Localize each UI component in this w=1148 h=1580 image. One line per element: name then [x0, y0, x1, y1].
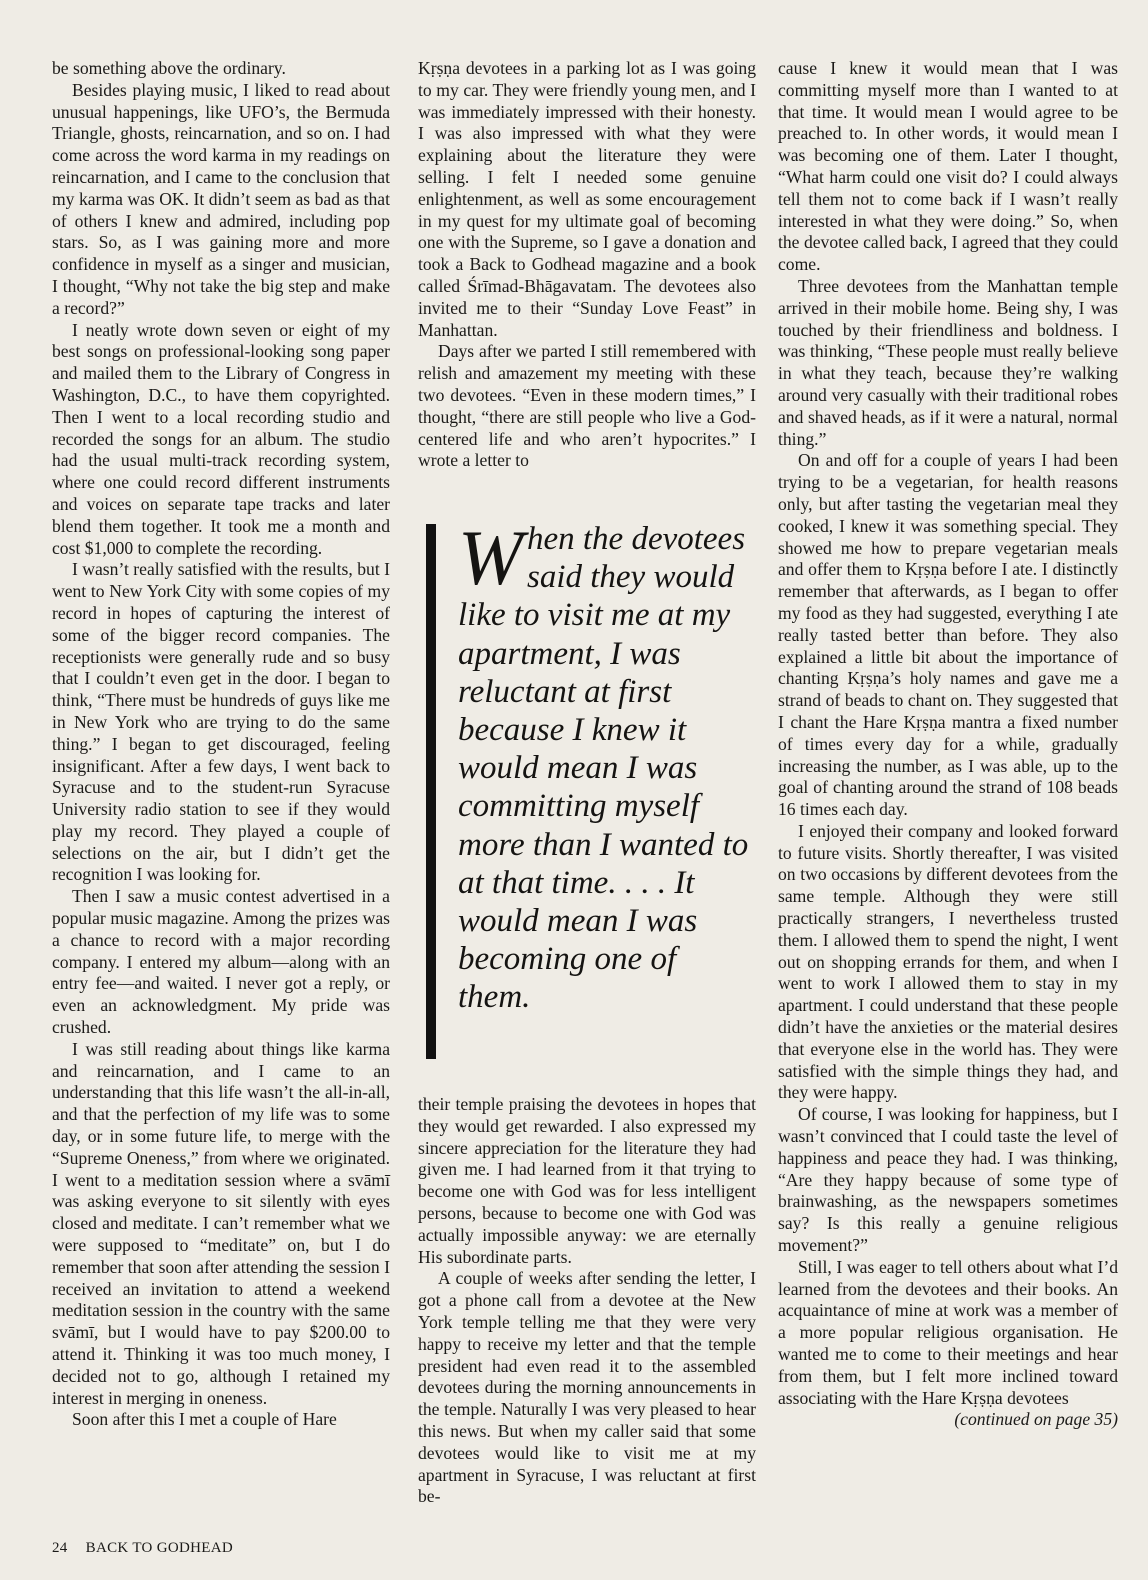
pull-quote	[418, 512, 754, 1072]
paragraph: I enjoyed their company and looked forward to future visits. Shortly thereafter, I was visited on two occasions by different devotees from the same temple. Although they were still practically strangers, I nevertheless trusted them. I allowed them to spend the night, I went out on shopping errands for them, and when I went to work I allowed them to stay in my apartment. I could understand that these people didn’t have the anxieties or the material desires that everyone else in the world has. They were satisfied with the simple things they had, and they were happy.	[778, 820, 1118, 1103]
pull-quote-bar	[426, 524, 436, 1059]
article-column-3	[778, 58, 1118, 1431]
paragraph: Still, I was eager to tell others about what I’d learned from the devotees and their books. An acquaintance of mine at work was a member of a more popular religious organisation. He wanted me to come to their meetings and hear from them, but I felt more inclined toward associating with the Hare Kṛṣṇa devotees	[778, 1256, 1118, 1408]
pull-quote-text	[458, 514, 754, 1017]
article-column-2-bottom	[418, 1094, 756, 1508]
paragraph: Then I saw a music contest advertised in a popular music magazine. Among the prizes was a chance to record with a major recording company. I entered my album—along with an entry fee—and waited. I never got a reply, or even an acknowledgment. My pride was crushed.	[52, 886, 390, 1038]
paragraph: cause I knew it would mean that I was committing myself more than I wanted to at that time. It would mean I would agree to be preached to. In other words, it would mean I was becoming one of them. Later I thought, “What harm could one visit do? I could always tell them not to come back if I wasn’t really interested in what they were doing.” So, when the devotee called back, I agreed that they could come.	[778, 58, 1118, 275]
paragraph: I neatly wrote down seven or eight of my best songs on professional-looking song paper and mailed them to the Library of Congress in Washington, D.C., to have them copyrighted. Then I went to a local recording studio and recorded the songs for an album. The studio had the usual multi-track recording system, where one could record different instruments and voices on separate tape tracks and later blend them together. It took me a month and cost $1,000 to complete the recording.	[52, 319, 390, 558]
paragraph: their temple praising the devotees in hopes that they would get rewarded. I also expressed my sincere appreciation for the literature they had given me. I had learned from it that trying to become one with God was for less intelligent persons, because to become one with God was actually impossible anyway: we are eternally His subordinate parts.	[418, 1094, 756, 1267]
pull-quote-dropcap: W	[458, 514, 523, 601]
paragraph: Days after we parted I still remembered with relish and amazement my meeting with these two devotees. “Even in these modern times,” I thought, “there are still people who live a God-centered life and who aren’t hypocrites.” I wrote a letter to	[418, 341, 756, 471]
paragraph: Three devotees from the Manhattan temple arrived in their mobile home. Being shy, I was touched by their friendliness and boldness. I was thinking, “These people must really believe in what they teach, because they’re walking around very casually with their traditional robes and shaved heads, as if it were a natural, normal thing.”	[778, 275, 1118, 449]
paragraph: On and off for a couple of years I had been trying to be a vegetarian, for health reasons only, but after tasting the vegetarian meal they cooked, I knew it was something special. They showed me how to prepare vegetarian meals and offer them to Kṛṣṇa before I ate. I distinctly remember that afterwards, as I began to offer my food as they had suggested, everything I ate really tasted better than before. They also explained a little bit about the importance of chanting Kṛṣṇa’s holy names and gave me a strand of beads to chant on. They suggested that I chant the Hare Kṛṣṇa mantra a fixed number of times every day for a while, gradually increasing the number, as I was able, up to the goal of chanting around the strand of 108 beads 16 times each day.	[778, 450, 1118, 820]
page-footer	[52, 1540, 247, 1557]
continued-note: (continued on page 35)	[954, 1409, 1118, 1430]
paragraph: I was still reading about things like karma and reincarnation, and I came to an understanding that this life wasn’t the all-in-all, and that the perfection of my life was to some day, or in some future life, to merge with the “Supreme Oneness,” from where we originated. I went to a meditation session where a svāmī was asking everyone to sit silently with eyes closed and meditate. I can’t remember what we were supposed to “meditate” on, but I do remember that soon after attending the session I received an invitation to attend a weekend meditation session in the country with the same svāmī, but I would have to pay $200.00 to attend it. Thinking it was too much money, I decided not to go, although I retained my interest in merging in oneness.	[52, 1038, 390, 1408]
paragraph: I wasn’t really satisfied with the results, but I went to New York City with some copies of my record in hopes of capturing the interest of some of the bigger record companies. The receptionists were generally rude and so busy that I couldn’t even get in the door. I began to think, “There must be hundreds of guys like me in New York who are trying to do the same thing.” I began to get discouraged, feeling insignificant. After a few days, I went back to Syracuse and to the student-run Syracuse University radio station to see if they would play my record. They played a couple of selections on the air, but I didn’t get the recognition I was looking for.	[52, 559, 390, 885]
pull-quote-body: hen the devotees said they would like to visit me at my apartment, I was reluctant at first because I knew it would mean I was committing myself more than I wanted to at that time. . . . It would mean I was becoming one of them.	[458, 521, 749, 1016]
paragraph: Of course, I was looking for happiness, but I wasn’t convinced that I could taste the level of happiness and peace they had. I was thinking, “Are they happy because of some type of brainwashing, as the newspapers sometimes say? Is this really a genuine religious movement?”	[778, 1104, 1118, 1256]
paragraph: Soon after this I met a couple of Hare	[72, 1409, 337, 1430]
paragraph: A couple of weeks after sending the letter, I got a phone call from a devotee at the New York temple telling me that they were very happy to receive my letter and that the temple president had even read it to the assembled devotees during the morning announcements in the temple. Naturally I was very pleased to hear this news. But when my caller said that some devotees would like to visit me at my apartment in Syracuse, I was reluctant at first be-	[418, 1268, 756, 1507]
page-number: 24	[52, 1540, 68, 1556]
paragraph: Besides playing music, I liked to read about unusual happenings, like UFO’s, the Bermuda Triangle, ghosts, reincarnation, and so on. I had come across the word karma in my readings on reincarnation, and I came to the conclusion that my karma was OK. It didn’t seem as bad as that of others I knew and admired, including pop stars. So, as I was gaining more and more confidence in myself as a singer and musician, I thought, “Why not take the big step and make a record?”	[52, 79, 390, 318]
article-column-2-top	[418, 58, 756, 472]
article-column-1	[52, 58, 390, 1431]
paragraph: Kṛṣṇa devotees in a parking lot as I was going to my car. They were friendly young men, and I was immediately impressed with their honesty. I was also impressed with what they were explaining about the literature they were selling. I felt I needed some genuine enlightenment, as well as some encouragement in my quest for my ultimate goal of becoming one with the Supreme, so I gave a donation and took a Back to Godhead magazine and a book called Śrīmad-Bhāgavatam. The devotees also invited me to their “Sunday Love Feast” in Manhattan.	[418, 58, 756, 340]
paragraph: be something above the ordinary.	[52, 58, 286, 78]
magazine-title: BACK TO GODHEAD	[85, 1540, 233, 1556]
